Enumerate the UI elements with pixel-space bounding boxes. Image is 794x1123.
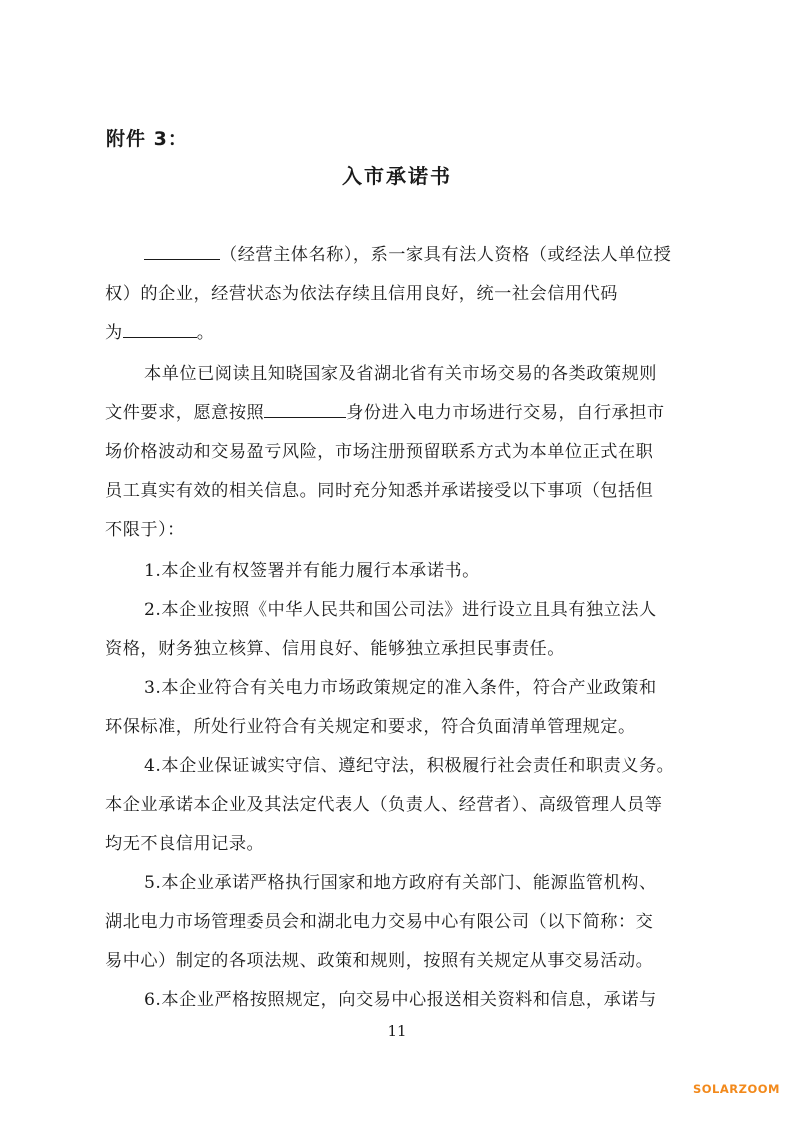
- list-item-continuation: 资格，财务独立核算、信用良好、能够独立承担民事责任。: [105, 639, 565, 659]
- list-item: 2.本企业按照《中华人民共和国公司法》进行设立且具有独立法人: [144, 600, 657, 620]
- paragraph-line: 场价格波动和交易盈亏风险，市场注册预留联系方式为本单位正式在职: [105, 442, 654, 462]
- blank-field: [144, 244, 220, 260]
- list-item: 5.本企业承诺严格执行国家和地方政府有关部门、能源监管机构、: [144, 873, 657, 893]
- page-number: 11: [387, 1022, 407, 1040]
- list-item-continuation: 本企业承诺本企业及其法定代表人（负责人、经营者）、高级管理人员等: [105, 795, 663, 815]
- paragraph-line: 不限于）：: [105, 520, 185, 540]
- list-item-continuation: 湖北电力市场管理委员会和湖北电力交易中心有限公司（以下简称：交: [105, 912, 654, 932]
- paragraph-line: 员工真实有效的相关信息。同时充分知悉并承诺接受以下事项（包括但: [105, 481, 654, 501]
- watermark-logo: SOLARZOOM: [693, 1082, 780, 1096]
- blank-field: [264, 402, 346, 418]
- paragraph-line: 为 。: [105, 323, 215, 343]
- page-title: 入市承诺书: [342, 164, 452, 188]
- list-item-continuation: 环保标准，所处行业符合有关规定和要求，符合负面清单管理规定。: [105, 717, 636, 737]
- paragraph-line: 文件要求，愿意按照 身份进入电力市场进行交易，自行承担市: [105, 403, 665, 423]
- attachment-label: 附件 3：: [106, 128, 188, 150]
- paragraph-line: （经营主体名称），系一家具有法人资格（或经法人单位授: [144, 240, 671, 265]
- list-item: 1.本企业有权签署并有能力履行本承诺书。: [144, 561, 480, 581]
- list-item-continuation: 均无不良信用记录。: [105, 834, 265, 854]
- paragraph-line: 权）的企业，经营状态为依法存续且信用良好，统一社会信用代码: [105, 284, 618, 304]
- blank-field: [123, 322, 197, 338]
- list-item: 3.本企业符合有关电力市场政策规定的准入条件，符合产业政策和: [144, 678, 657, 698]
- list-item: 4.本企业保证诚实守信、遵纪守法，积极履行社会责任和职责义务。: [144, 756, 675, 776]
- paragraph-line: 本单位已阅读且知晓国家及省湖北省有关市场交易的各类政策规则: [144, 364, 657, 384]
- list-item-continuation: 易中心）制定的各项法规、政策和规则，按照有关规定从事交易活动。: [105, 951, 654, 971]
- list-item: 6.本企业严格按照规定，向交易中心报送相关资料和信息，承诺与: [144, 990, 657, 1010]
